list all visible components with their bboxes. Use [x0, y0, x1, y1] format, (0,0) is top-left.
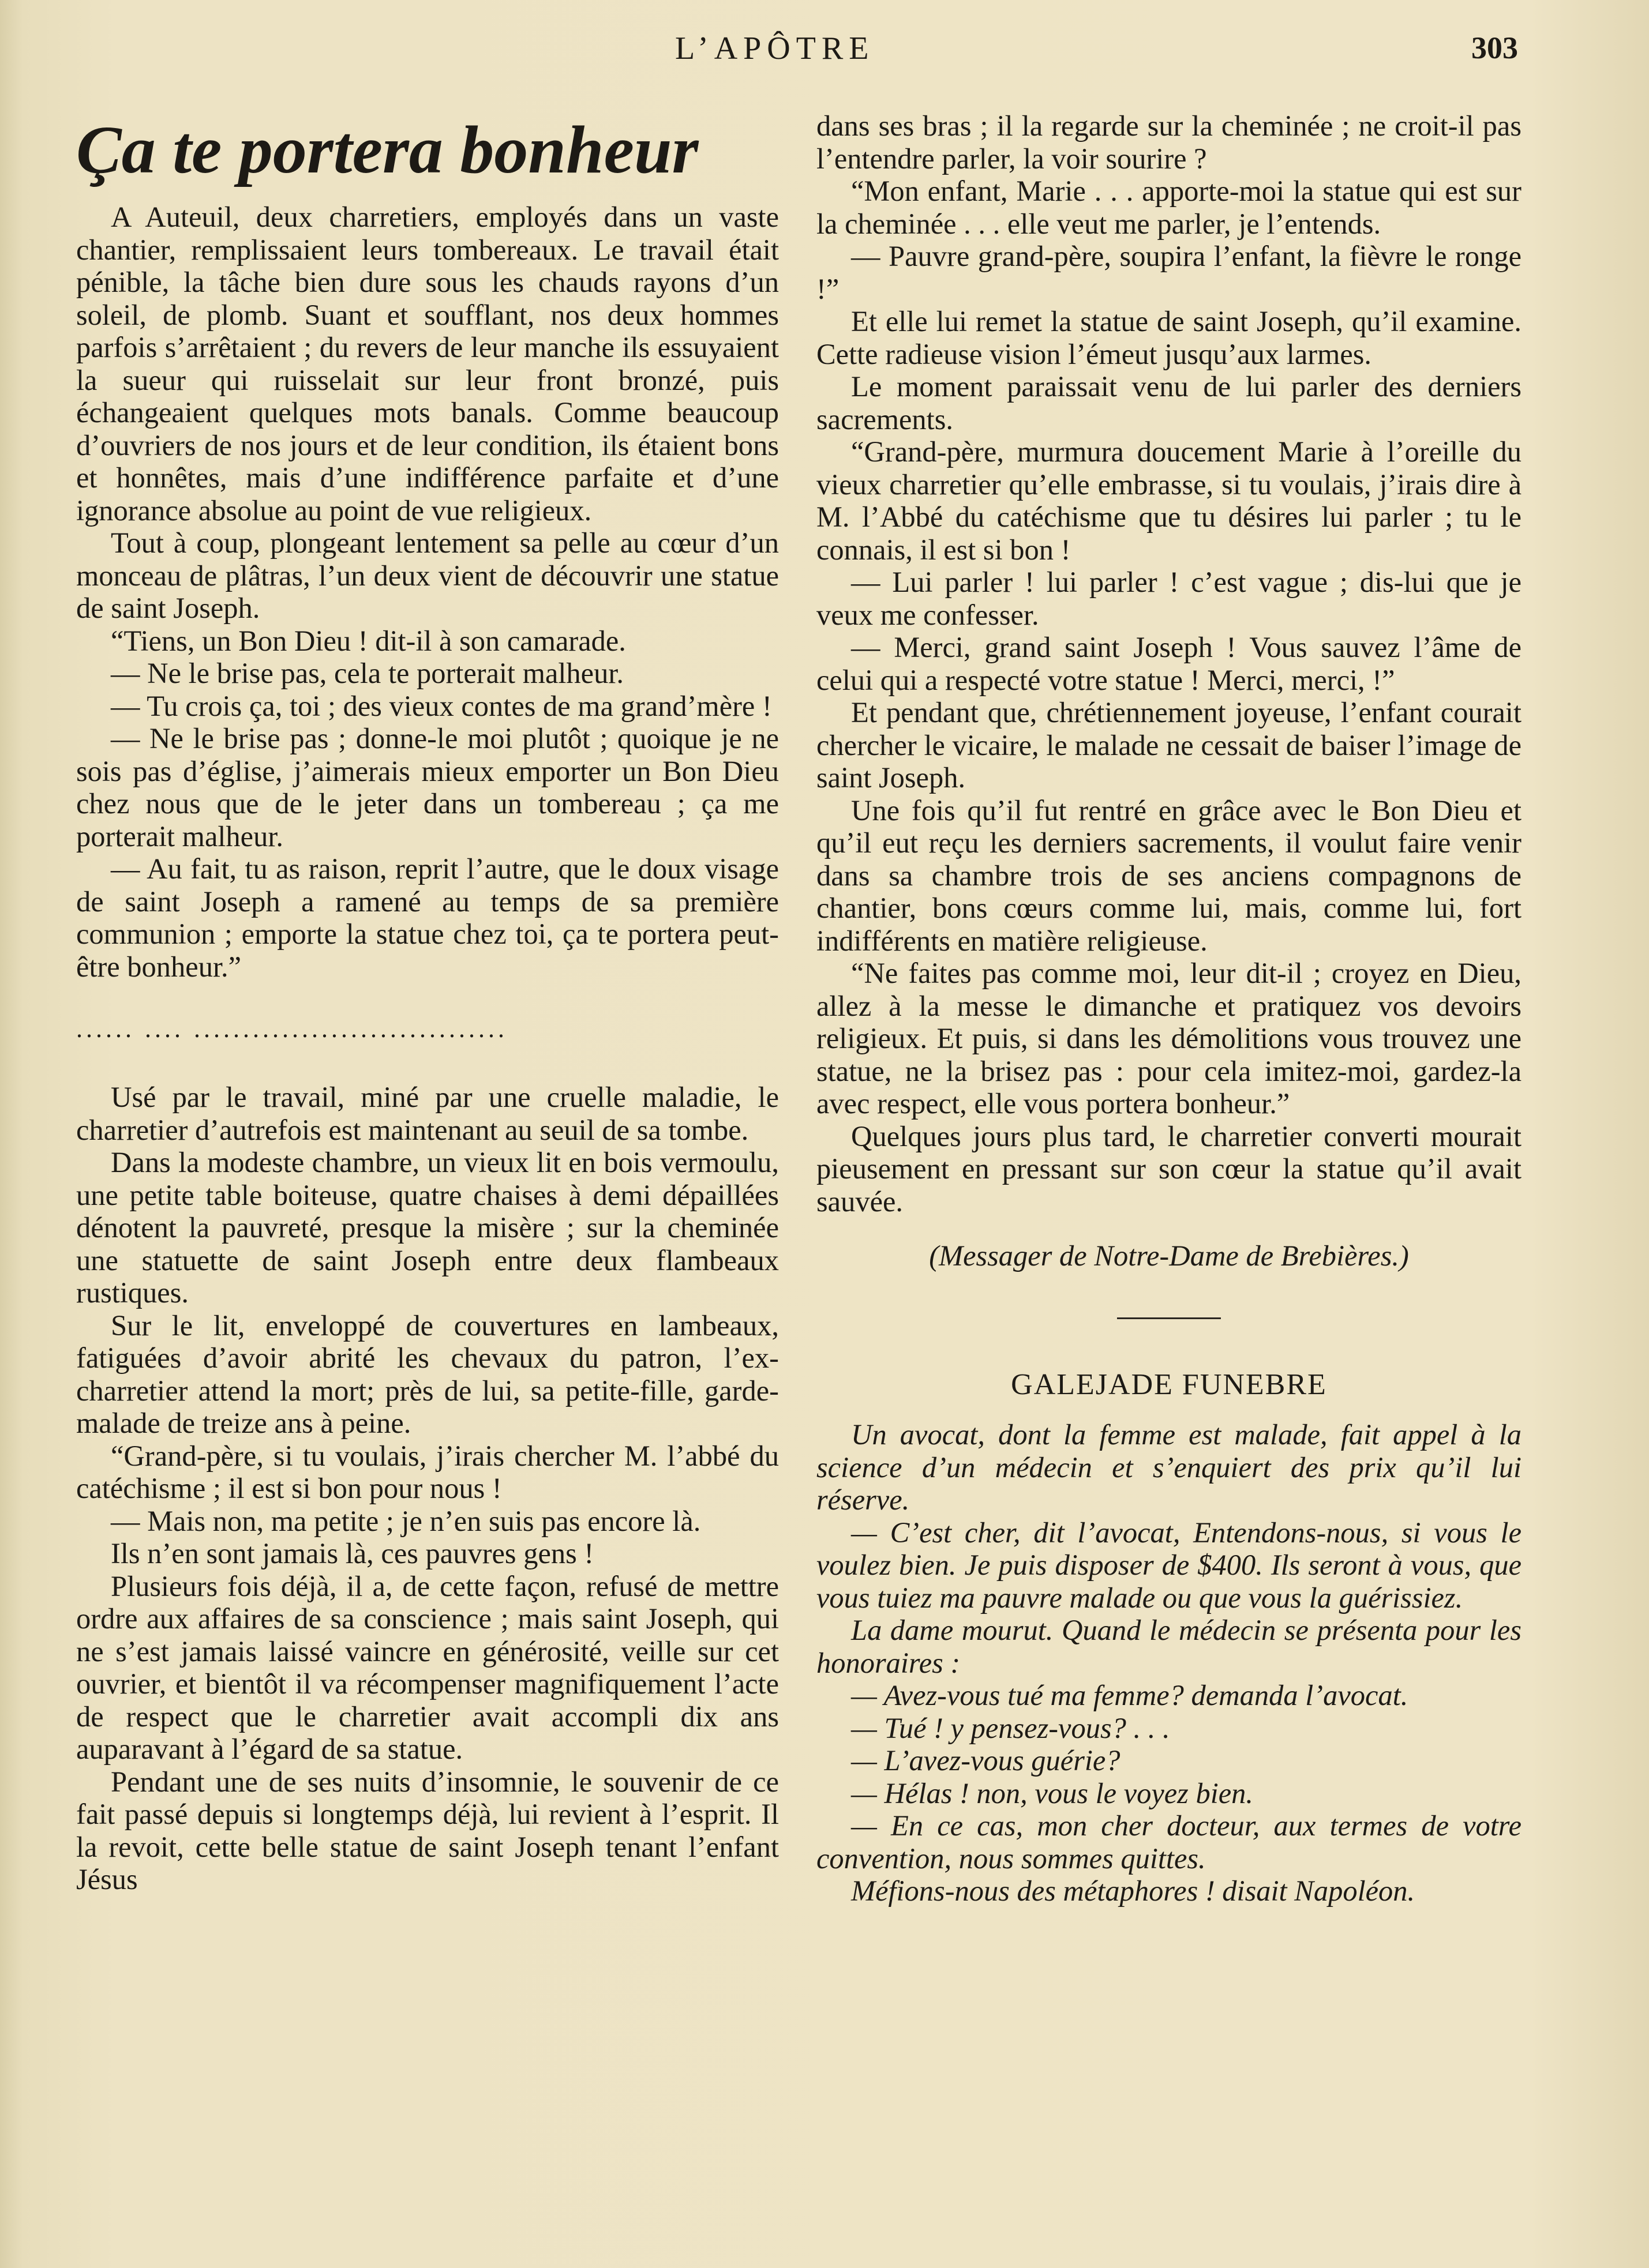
paragraph: Plusieurs fois déjà, il a, de cette façon, refusé de mettre ordre aux affaires de sa conscience ; mais saint Joseph, qui ne s’est jamais laissé vaincre en générosité, veille sur cet ouvrier, et bientôt il va récompenser magnifiquement l’acte de respect que le charretier avait accompli dix ans auparavant à l’égard de sa statue.	[76, 1569, 779, 1765]
paragraph: Quelques jours plus tard, le charretier converti mourait pieusement en pressant sur son cœur la statue qu’il avait sauvée.	[816, 1120, 1521, 1218]
article-source: (Messager de Notre-Dame de Brebières.)	[929, 1240, 1409, 1272]
dialogue-line: — Mais non, ma petite ; je n’en suis pas encore là.	[111, 1504, 701, 1537]
page-number: 303	[1471, 31, 1518, 65]
paragraph: Et pendant que, chrétiennement joyeuse, l’enfant courait chercher le vicaire, le malade ne cessait de baiser l’image de saint Joseph.	[816, 696, 1521, 794]
dialogue-line: — Ne le brise pas ; donne-le moi plutôt ; quoique je ne sois pas d’église, j’aimerais mieux emporter un Bon Dieu chez nous que de le jeter dans un tombereau ; ça me porterait malheur.	[76, 722, 779, 853]
dialogue-line: — C’est cher, dit l’avocat, Entendons-nous, si vous le voulez bien. Je puis disposer de $400. Ils seront à vous, que vous tuiez ma pauvre malade ou que vous la guérissiez.	[816, 1516, 1521, 1614]
paragraph: Dans la modeste chambre, un vieux lit en bois vermoulu, une petite table boiteuse, quatre chaises à demi dépaillées dénotent la pauvreté, presque la misère ; sur la cheminée une statuette de saint Joseph entre deux flambeaux rustiques.	[76, 1146, 779, 1309]
dialogue-line: — Hélas ! non, vous le voyez bien.	[851, 1777, 1254, 1809]
dialogue-line: “Tiens, un Bon Dieu ! dit-il à son camarade.	[111, 624, 626, 657]
dialogue-line: — En ce cas, mon cher docteur, aux termes de votre convention, nous sommes quittes.	[816, 1809, 1521, 1875]
separator-dots: ...... .... ................................	[76, 1015, 508, 1043]
paragraph: A Auteuil, deux charretiers, employés dans un vaste chantier, remplissaient leurs tombereaux. Le travail était pénible, la tâche bien dure sous les chauds rayons d’un soleil, de plomb. Suant et soufflant, nos deux hommes parfois s’arrêtaient ; du revers de leur manche ils essuyaient la sueur qui ruisselait sur leur front bronzé, puis échangeaient quelques mots banals. Comme beaucoup d’ouvriers de nos jours et de leur condition, ils étaient bons et honnêtes, mais d’une indifférence parfaite et d’une ignorance absolue au point de vue religieux.	[76, 201, 779, 527]
left-column	[76, 110, 779, 1896]
dialogue-line: — Pauvre grand-père, soupira l’enfant, la fièvre le ronge !”	[816, 240, 1521, 305]
dialogue-line: “Grand-père, si tu voulais, j’irais chercher M. l’abbé du catéchisme ; il est si bon pour nous !	[76, 1439, 779, 1504]
paragraph: Et elle lui remet la statue de saint Joseph, qu’il examine. Cette radieuse vision l’émeut jusqu’aux larmes.	[816, 305, 1521, 370]
paragraph: Pendant une de ses nuits d’insomnie, le souvenir de ce fait passé depuis si longtemps déjà, lui revient à l’esprit. Il la revoit, cette belle statue de saint Joseph tenant l’enfant Jésus	[76, 1765, 779, 1895]
paragraph: Tout à coup, plongeant lentement sa pelle au cœur d’un monceau de plâtras, l’un deux vient de découvrir une statue de saint Joseph.	[76, 527, 779, 624]
dialogue-line: “Grand-père, murmura doucement Marie à l’oreille du vieux charretier qu’elle embrasse, si tu voulais, j’irais dire à M. l’Abbé du catéchisme que tu désires lui parler ; tu le connais, il est si bon !	[816, 435, 1521, 566]
section-title: GALEJADE FUNEBRE	[1011, 1368, 1327, 1401]
article-title: Ça te portera bonheur	[76, 112, 699, 187]
paragraph: Ils n’en sont jamais là, ces pauvres gens !	[111, 1537, 594, 1569]
dialogue-line: — Tu crois ça, toi ; des vieux contes de ma grand’mère !	[111, 689, 772, 722]
paragraph: Le moment paraissait venu de lui parler des derniers sacrements.	[816, 370, 1521, 435]
dialogue-line: — Merci, grand saint Joseph ! Vous sauvez l’âme de celui qui a respecté votre statue ! Merci, merci, !”	[816, 631, 1521, 696]
running-title: L’APÔTRE	[675, 31, 875, 66]
dialogue-line: — Tué ! y pensez-vous? . . .	[851, 1711, 1170, 1744]
dialogue-line: “Ne faites pas comme moi, leur dit-il ; croyez en Dieu, allez à la messe le dimanche et pratiquez vos devoirs religieux. Et puis, si dans les démolitions vous trouvez une statue, ne la brisez pas : pour cela imitez-moi, gardez-la avec respect, elle vous portera bonheur.”	[816, 957, 1521, 1120]
section-divider	[1117, 1317, 1221, 1319]
dialogue-line: — L’avez-vous guérie?	[851, 1744, 1120, 1777]
dialogue-line: — Au fait, tu as raison, reprit l’autre, que le doux visage de saint Joseph a ramené au temps de sa première communion ; emporte la statue chez toi, ça te portera peut-être bonheur.”	[76, 853, 779, 983]
paragraph: La dame mourut. Quand le médecin se présenta pour les honoraires :	[816, 1614, 1521, 1679]
dialogue-line: — Avez-vous tué ma femme? demanda l’avocat.	[851, 1679, 1408, 1711]
page-header	[0, 30, 1649, 76]
paragraph: Une fois qu’il fut rentré en grâce avec le Bon Dieu et qu’il eut reçu les derniers sacrements, il voulut faire venir dans sa chambre trois de ses anciens compagnons de chantier, bons cœurs comme lui, mais, comme lui, fort indifférents en matière religieuse.	[816, 794, 1521, 957]
dialogue-line: “Mon enfant, Marie . . . apporte-moi la statue qui est sur la cheminée . . . elle veut me parler, je l’entends.	[816, 175, 1521, 240]
right-column	[816, 110, 1521, 1907]
paragraph: Méfions-nous des métaphores ! disait Napoléon.	[851, 1875, 1415, 1907]
paragraph: Usé par le travail, miné par une cruelle maladie, le charretier d’autrefois est maintenant au seuil de sa tombe.	[76, 1081, 779, 1146]
paragraph: Sur le lit, enveloppé de couvertures en lambeaux, fatiguées d’avoir abrité les chevaux du patron, l’ex-charretier attend la mort; près de lui, sa petite-fille, garde-malade de treize ans à peine.	[76, 1309, 779, 1439]
dialogue-line: — Lui parler ! lui parler ! c’est vague ; dis-lui que je veux me confesser.	[816, 566, 1521, 631]
paragraph: Un avocat, dont la femme est malade, fait appel à la science d’un médecin et s’enquiert des prix qu’il lui réserve.	[816, 1418, 1521, 1516]
paragraph: dans ses bras ; il la regarde sur la cheminée ; ne croit-il pas l’entendre parler, la voir sourire ?	[816, 110, 1521, 175]
dialogue-line: — Ne le brise pas, cela te porterait malheur.	[111, 657, 624, 689]
